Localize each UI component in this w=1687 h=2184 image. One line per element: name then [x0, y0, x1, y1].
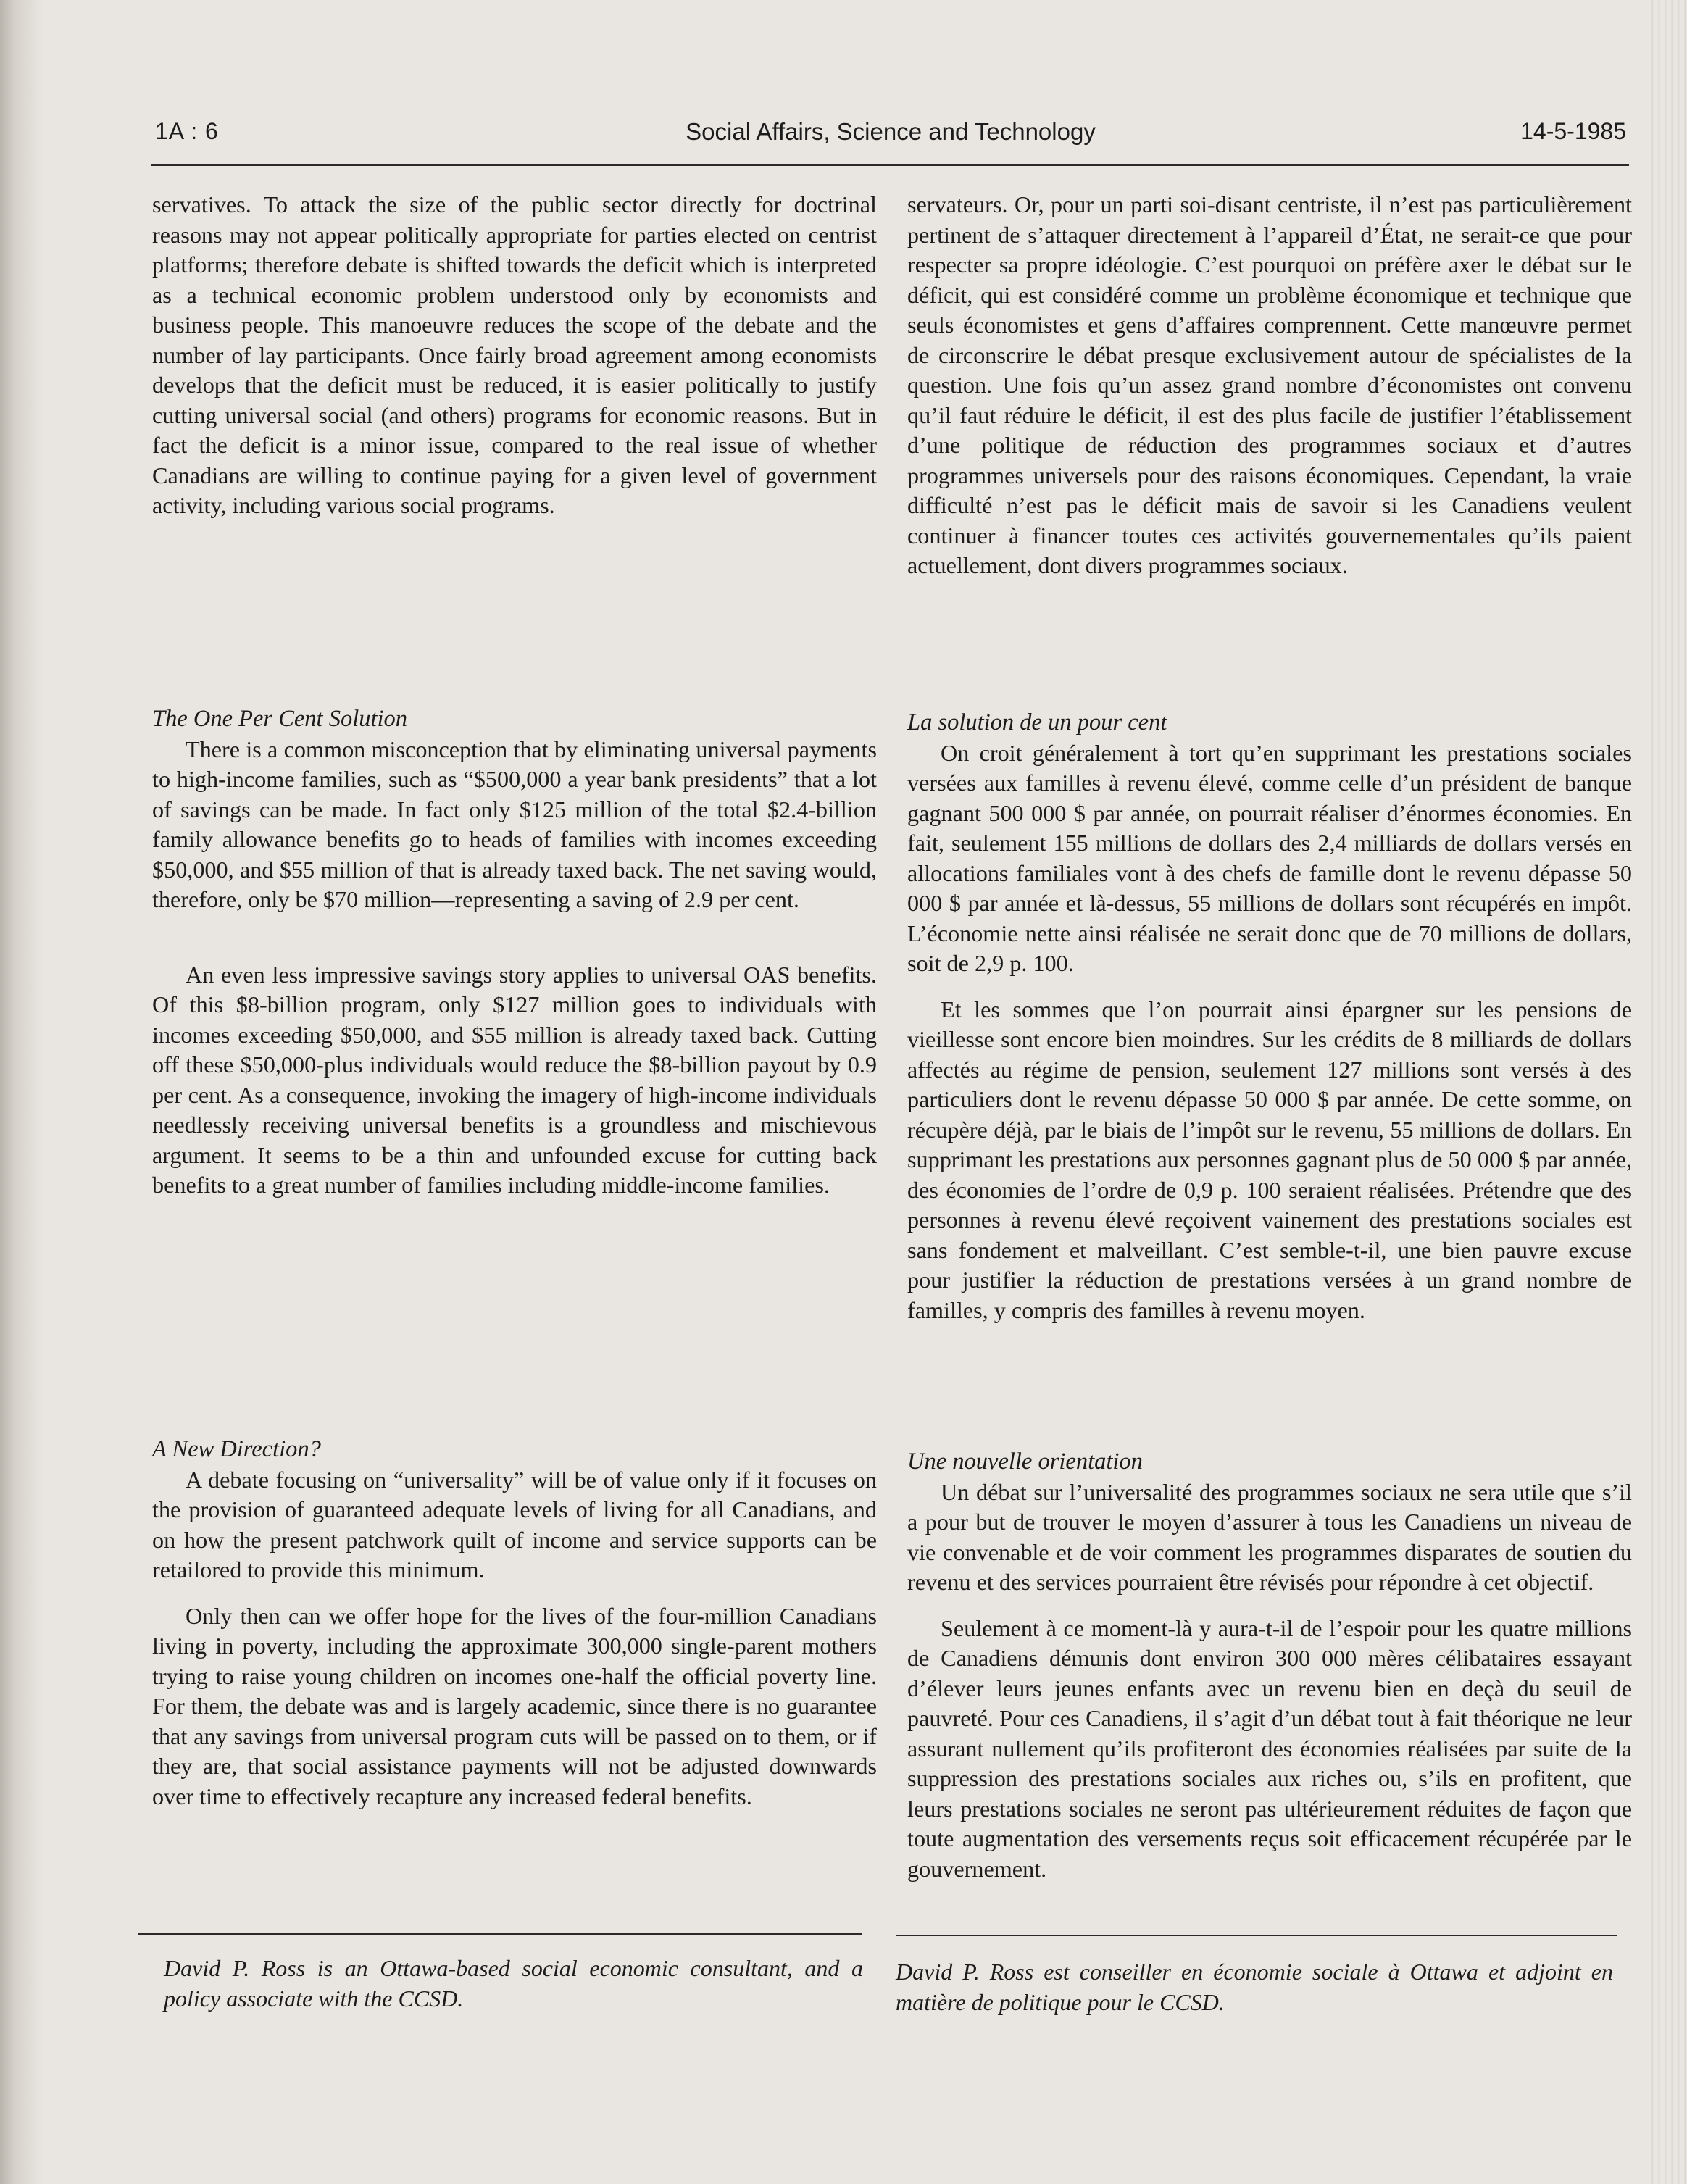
english-section1-paragraph2: An even less impressive savings story applies to universal OAS benefits. Of this $8-billion program, only $127 million goes to individuals with incomes exceeding $50,000, and $55 million is already taxed back. Cutting off these $50,000-plus individuals would reduce the $8-billion payout by 0.9 per cent. As a consequence, invoking the imagery of high-income individuals needlessly receiving universal benefits is a groundless and mischievous argument. It seems to be a thin and unfounded excuse for cutting back benefits to a great number of families including middle-income families. [152, 961, 877, 1198]
english-intro [152, 190, 877, 521]
french-section-un-pour-cent [907, 708, 1632, 1325]
english-section-new-direction [152, 1435, 877, 1812]
french-section1-heading: La solution de un pour cent [907, 709, 1167, 735]
french-section1-paragraph1: On croit généralement à tort qu’en supprimant les prestations sociales versées aux familles à revenu élevé, comme celle d’un président de banque gagnant 500 000 $ par année, on pourrait réaliser d’énormes économies. En fait, seulement 155 millions de dollars des 2,4 milliards de dollars versés en allocations familiales vont à des chefs de famille dont le revenu dépasse 50 000 $ par année et là-dessus, 55 millions de dollars sont récupérés en impôt. L’économie nette ainsi réalisée ne serait donc que de 70 millions de dollars, soit de 2,9 p. 100. [907, 739, 1632, 976]
english-section2-paragraph2: Only then can we offer hope for the lives of the four-million Canadians living in poverty, including the approximate 300,000 single-parent mothers trying to raise young children on incomes one-half the official poverty line. For them, the debate was and is largely academic, since there is no guarantee that any savings from universal program cuts will be passed on to them, or if they are, that social assistance payments will not be adjusted downwards over time to effectively recapture any increased federal benefits. [152, 1602, 877, 1809]
french-footer-rule [896, 1935, 1617, 1936]
page-stack-edge [1647, 0, 1687, 2184]
french-intro-paragraph: servateurs. Or, pour un parti soi-disant centriste, il n’est pas particulièrement pertinent de s’attaquer directement à l’appareil d’État, ne serait-ce que pour respecter sa propre idéologie. C’est pourquoi on préfère axer le débat sur le déficit, qui est considéré comme un problème économique et technique que seuls économistes et gens d’affaires comprennent. Cette manœuvre permet de circonscrire le débat presque exclusivement autour de spécialistes de la question. Une fois qu’un assez grand nombre d’économistes ont convenu qu’il faut réduire le déficit, il est des plus facile de justifier l’établissement d’une politique de réduction des programmes sociaux et d’autres programmes universels pour des raisons économiques. Cependant, la vraie difficulté n’est pas le déficit mais de savoir si les Canadiens veulent continuer à financer toutes ces activités gouvernementales qu’ils paient actuellement, dont divers programmes sociaux. [907, 191, 1632, 578]
french-intro [907, 190, 1632, 581]
french-section2-paragraph2: Seulement à ce moment-là y aura-t-il de l’espoir pour les quatre millions de Canadiens démunis dont environ 300 000 mères célibataires essayant d’élever leurs jeunes enfants avec un revenu bien en deçà du seuil de pauvreté. Pour ces Canadiens, il s’agit d’un débat tout à fait théorique ne leur assurant nullement qu’ils profiteront des économies réalisées par suite de la suppression des prestations sociales aux riches ou, s’ils en profitent, que leurs prestations sociales ne seront pas ultérieurement réduites de façon que toute augmentation des versements reçus soit efficacement récupérée par le gouvernement. [907, 1614, 1632, 1882]
english-section-one-per-cent [152, 704, 877, 1201]
header-date: 14-5-1985 [1520, 118, 1626, 144]
english-section1-paragraph1: There is a common misconception that by eliminating universal payments to high-income families, such as “$500,000 a year bank presidents” that a lot of savings can be made. In fact only $125 million of the total $2.4-billion family allowance benefits go to heads of families with incomes exceeding $50,000, and $55 million of that is already taxed back. The net saving would, therefore, only be $70 million—representing a saving of 2.9 per cent. [152, 735, 877, 912]
french-section-nouvelle-orientation [907, 1447, 1632, 1884]
english-section2-heading: A New Direction? [152, 1436, 321, 1462]
header-rule [151, 164, 1629, 166]
french-section2-paragraph1: Un débat sur l’universalité des programmes sociaux ne sera utile que s’il a pour but de trouver le moyen d’assurer à tous les Canadiens un niveau de vie convenable et de voir comment les programmes disparates de soutien du revenu et des services pourraient être révisés pour répondre à cet objectif. [907, 1478, 1632, 1595]
french-author-note: David P. Ross est conseiller en économie sociale à Ottawa et adjoint en matière de politique pour le CCSD. [896, 1959, 1613, 2015]
english-author-note: David P. Ross is an Ottawa-based social economic consultant, and a policy associate with the CCSD. [164, 1955, 863, 2012]
page-reference: 1A : 6 [155, 118, 219, 144]
english-footer-rule [138, 1933, 862, 1935]
page-binding-shadow [0, 0, 43, 2184]
english-intro-paragraph: servatives. To attack the size of the public sector directly for doctrinal reasons may not appear politically appropriate for parties elected on centrist platforms; therefore debate is shifted towards the deficit which is interpreted as a technical economic problem understood only by economists and business people. This manoeuvre reduces the scope of the debate and the number of lay participants. Once fairly broad agreement among economists develops that the deficit must be reduced, it is easier politically to justify cutting universal social (and others) programs for economic reasons. But in fact the deficit is a minor issue, compared to the real issue of whether Canadians are willing to continue paying for a given level of government activity, including various social programs. [152, 191, 877, 518]
running-header [155, 118, 1626, 162]
english-section1-heading: The One Per Cent Solution [152, 706, 408, 732]
committee-title: Social Affairs, Science and Technology [686, 118, 1096, 145]
french-section1-paragraph2: Et les sommes que l’on pourrait ainsi épargner sur les pensions de vieillesse sont encore bien moindres. Sur les crédits de 8 milliards de dollars affectés au régime de pension, seulement 127 millions sont versés à des particuliers dont le revenu dépasse 50 000 $ par année. De cette somme, on récupère déjà, par le biais de l’impôt sur le revenu, 55 millions de dollars. En supprimant les prestations aux personnes gagnant plus de 50 000 $ par année, des économies de l’ordre de 0,9 p. 100 seraient réalisées. Prétendre que des personnes à revenu élevé reçoivent vainement des prestations sociales est sans fondement et malveillant. C’est semble-t-il, une bien pauvre excuse pour justifier la réduction de prestations versées à un grand nombre de familles, y compris des familles à revenu moyen. [907, 996, 1632, 1323]
french-section2-heading: Une nouvelle orientation [907, 1449, 1143, 1475]
english-section2-paragraph1: A debate focusing on “universality” will be of value only if it focuses on the provision of guaranteed adequate levels of living for all Canadians, and on how the present patchwork quilt of income and service supports can be retailored to provide this minimum. [152, 1466, 877, 1583]
